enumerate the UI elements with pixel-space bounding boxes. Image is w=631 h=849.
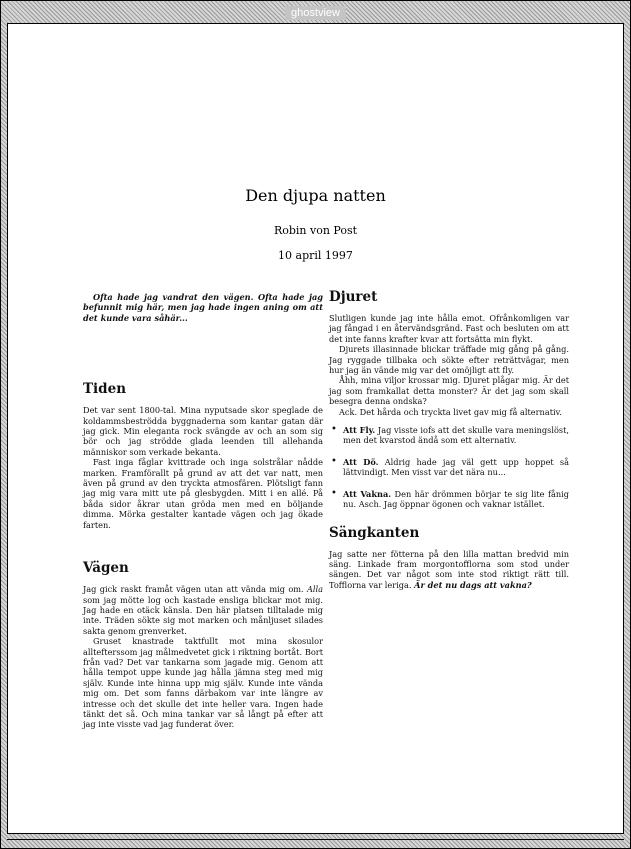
paragraph: Fast inga fåglar kvittrade och inga solstrålar nådde marken. Framförallt på grund av att det var natt, men även på grund av den tryckta atmosfären. Plötsligt fann jag mig vara mitt ute på glesbygden. Mitt i en allé. På båda sidor åkrar utan gröda men med en böljande dimma. Mörka gestalter kantade vägen och jag ökade farten.	[83, 457, 323, 530]
document-date: 10 april 1997	[278, 249, 353, 262]
section-heading-djuret: Djuret	[329, 289, 378, 305]
paragraph: Djurets illasinnade blickar träffade mig gång på gång. Jag ryggade tillbaka och sökte efter reträttvägar, men hur jag än vände mig var det omöjligt att fly.	[329, 344, 569, 376]
section-heading-vagen: Vägen	[83, 560, 129, 577]
paragraph: Det var sent 1800-tal. Mina nyputsade skor speglade de koldammsbeströdda byggnaderna som kantar gatan där jag gick. Min eleganta rock svängde av och an som sig bör och jag strödde glada leenden till allehanda människor som verkade bekanta.	[83, 405, 323, 457]
emphasis-text: Är det nu dags att vakna?	[414, 579, 532, 590]
option-label: Att Dö.	[343, 456, 379, 467]
list-item	[343, 425, 569, 446]
section-heading-tiden: Tiden	[83, 381, 127, 398]
right-column	[329, 289, 569, 590]
page-bottom-edge	[7, 839, 624, 840]
paragraph: Åhh, mina viljor krossar mig. Djuret plågar mig. Är det jag som framkallat detta monster? Är det jag som skall besegra denna ondska?	[329, 375, 569, 407]
document-title: Den djupa natten	[245, 186, 386, 205]
paragraph	[83, 584, 323, 636]
list-item	[343, 489, 569, 510]
paragraph	[329, 549, 569, 591]
option-label: Att Fly.	[343, 425, 376, 436]
abstract: Ofta hade jag vandrat den vägen. Ofta hade jag befunnit mig här, men jag hade ingen aning om att det kunde vara såhär...	[83, 292, 323, 323]
left-column	[83, 289, 323, 730]
paragraph-text: som jag mötte log och kastade ensliga blickar mot mig. Jag hade en otäck känsla. Den här platsen tilltalade mig inte. Träden sökte sig mot marken och månljuset silades sakta genom grenverket.	[83, 594, 323, 636]
option-label: Att Vakna.	[343, 488, 392, 499]
paragraph: Ack. Det hårda och tryckta livet gav mig få alternativ.	[339, 406, 562, 417]
option-text: Den här drömmen börjar te sig lite fånig nu. Asch. Jag öppnar ögonen och vaknar istället.	[343, 488, 569, 510]
emphasis-text: Alla	[306, 584, 323, 595]
paragraph-text: Jag satte ner fötterna på den lilla mattan bredvid min säng. Linkade fram morgontofflorna som stod under sängen. Det var något som inte stod riktigt rätt till. Tofflorna var leriga.	[329, 548, 569, 590]
window-titlebar[interactable]	[1, 1, 630, 23]
paragraph: Slutligen kunde jag inte hålla emot. Ofrånkomligen var jag fångad i en återvändsgränd. Fast och besluten om att det inte fanns krafter kvar att fortsätta min flykt.	[329, 313, 569, 344]
list-item	[343, 457, 569, 478]
paragraph-text: Jag gick raskt framåt vägen utan att vända mig om.	[83, 584, 304, 595]
document-author: Robin von Post	[273, 224, 358, 237]
options-list	[329, 425, 569, 509]
window-title: ghostview	[285, 6, 346, 20]
option-text: Aldrig hade jag väl gett upp hoppet så lättvindigt. Men visst var det nära nu...	[343, 456, 570, 478]
paragraph: Gruset knastrade taktfullt mot mina skosulor alltefterssom jag målmedvetet gick i riktning bortåt. Bort från vad? Det var tankarna som jagade mig. Genom att hålla tempot uppe kunde jag hålla jämna steg med mig själv. Kunde inte hinna upp mig själv. Kunde inte vända mig om. Det som fanns därbakom var inte längre av intresse och det skulle det inte heller vara. Ingen hade tänkt det så. Och mina tankar var så långt på efter att jag inte visste vad jag funderat över.	[83, 636, 323, 730]
document-page	[7, 23, 624, 834]
option-text: Jag visste iofs att det skulle vara meningslöst, men det kvarstod ändå som ett alternativ.	[343, 425, 569, 446]
section-heading-sangkanten: Sängkanten	[329, 524, 420, 541]
